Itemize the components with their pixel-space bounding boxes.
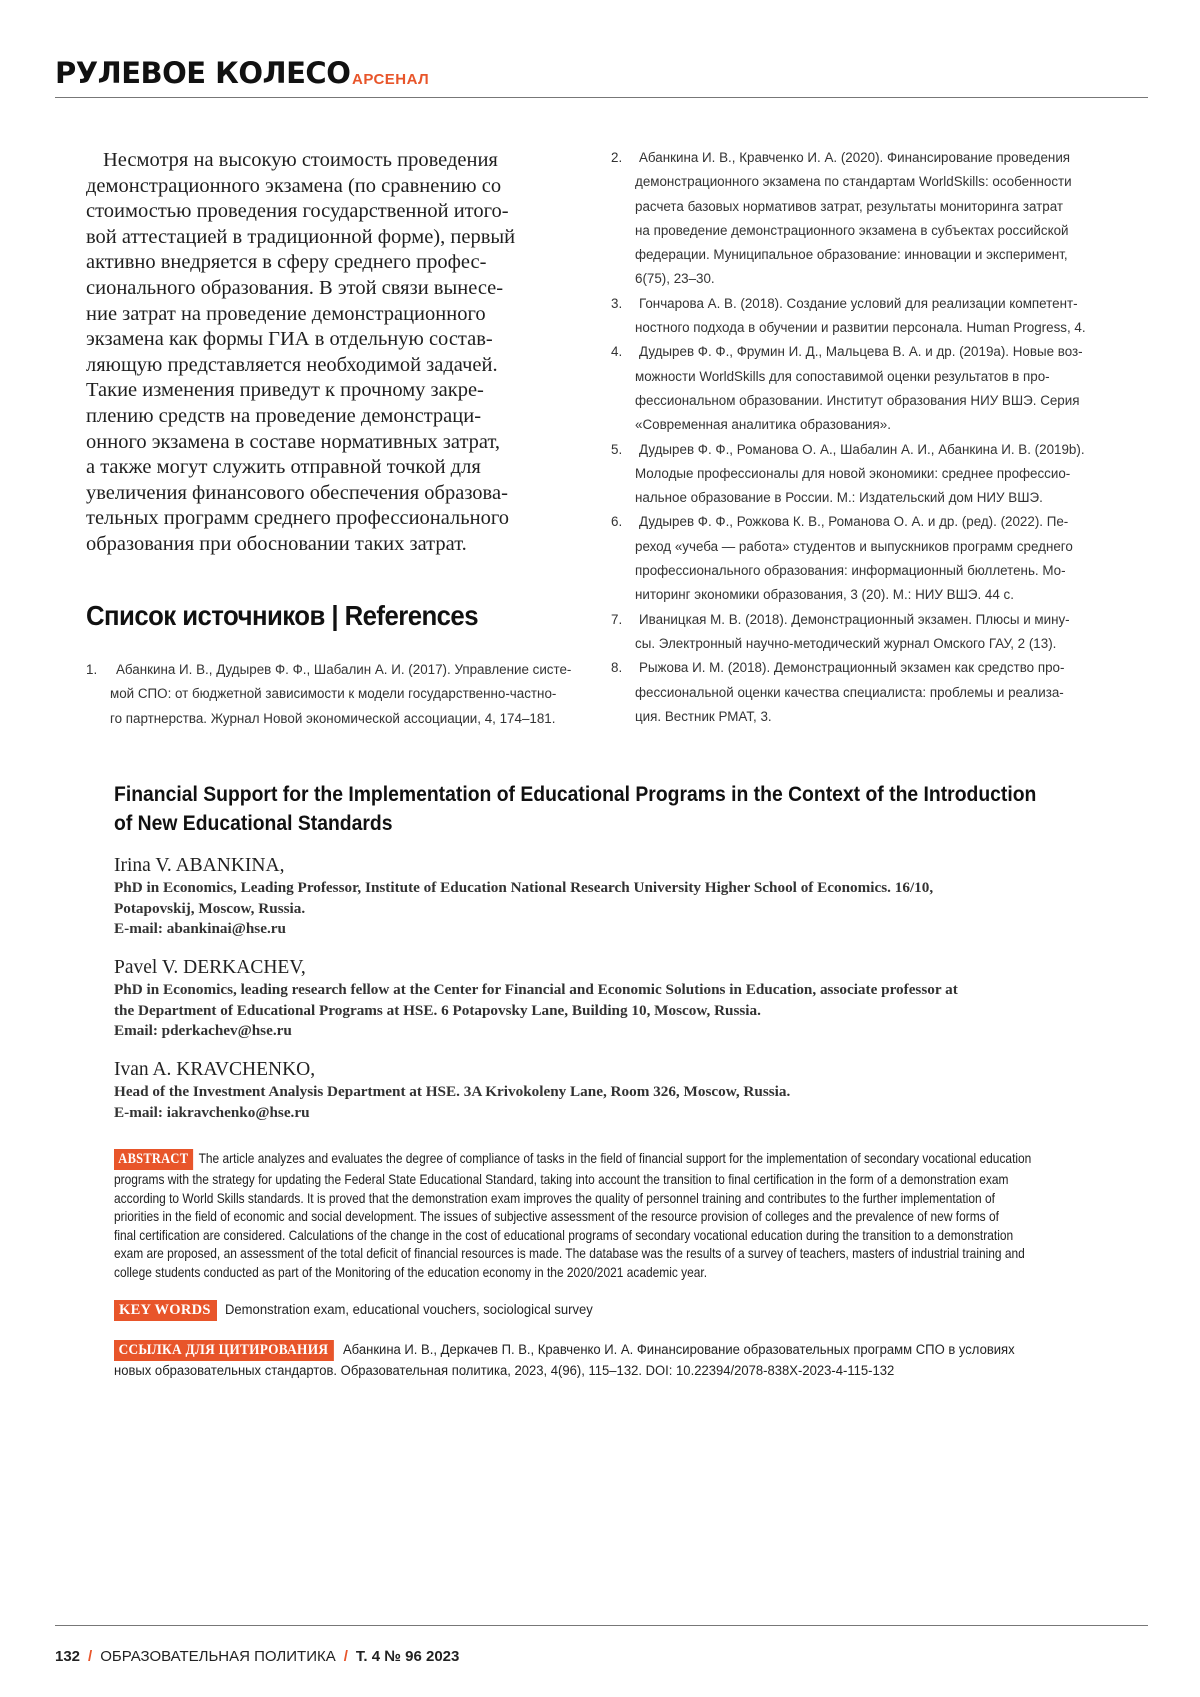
references-list-right (611, 146, 1131, 729)
reference-line: ция. Вестник РМАТ, 3. (611, 705, 1131, 729)
reference-item (611, 608, 1131, 657)
author-email: E-mail: abankinai@hse.ru (114, 919, 1154, 940)
footer-separator: / (88, 1648, 92, 1665)
abstract-line: final certification are considered. Calculations of the change in the cost of educational programs of secondary vocational education during the transition to a demonstration (114, 1226, 1017, 1245)
reference-line: го партнерства. Журнал Новой экономической ассоциации, 4, 174–181. (86, 707, 586, 731)
abstract-line: exam are proposed, an assessment of the total deficit of financial resources is made. The database was the results of a survey of teachers, masters of industrial training and (114, 1244, 1017, 1263)
reference-line: профессионального образования: информационный бюллетень. Мо- (611, 559, 1131, 583)
reference-line: ниторинг экономики образования, 3 (20). М.: НИУ ВШЭ. 44 с. (611, 583, 1131, 607)
reference-line: Абанкина И. В., Дудырев Ф. Ф., Шабалин А. И. (2017). Управление систе- (86, 658, 586, 682)
reference-line: Дудырев Ф. Ф., Рожкова К. В., Романова О. А. и др. (ред). (2022). Пе- (611, 510, 1131, 534)
reference-line: Абанкина И. В., Кравченко И. А. (2020). Финансирование проведения (611, 146, 1131, 170)
author-info-line: Head of the Investment Analysis Department at HSE. 3A Krivokoleny Lane, Room 326, Moscow, Russia. (114, 1082, 1154, 1103)
reference-line: можности WorldSkills для сопоставимой оценки результатов в про- (611, 365, 1131, 389)
reference-line: на проведение демонстрационного экзамена в субъектах российской (611, 219, 1131, 243)
keywords-text: Demonstration exam, educational vouchers, sociological survey (225, 1302, 593, 1318)
reference-number: 1. (86, 658, 97, 682)
reference-line: демонстрационного экзамена по стандартам WorldSkills: особенности (611, 170, 1131, 194)
author-email: E-mail: iakravchenko@hse.ru (114, 1103, 1154, 1124)
keywords-block (114, 1300, 625, 1321)
citation-block (114, 1340, 1164, 1381)
reference-item (611, 510, 1131, 607)
reference-line: реход «учеба — работа» студентов и выпускников программ среднего (611, 535, 1131, 559)
reference-number: 7. (611, 608, 622, 632)
footer-journal: ОБРАЗОВАТЕЛЬНАЯ ПОЛИТИКА (100, 1648, 336, 1665)
abstract-line: programs with the strategy for updating the Federal State Educational Standard, taking into account the transition to final certification in the form of a demonstration exam (114, 1170, 1017, 1189)
body-paragraph (86, 148, 598, 558)
footer-volume: Т. 4 № 96 2023 (356, 1648, 459, 1665)
reference-line: Молодые профессионалы для новой экономики: среднее профессио- (611, 462, 1131, 486)
journal-title: РУЛЕВОЕ КОЛЕСО (55, 56, 350, 90)
author-info-line: the Department of Educational Programs at HSE. 6 Potapovsky Lane, Building 10, Moscow, Russia. (114, 1001, 1154, 1022)
paragraph-line: Такие изменения приведут к прочному закре- (86, 378, 598, 404)
reference-number: 2. (611, 146, 622, 170)
paragraph-line: а также могут служить отправной точкой для (86, 455, 598, 481)
author-info (114, 1082, 1154, 1123)
english-title-line: Financial Support for the Implementation of Educational Programs in the Context of the Introduction (114, 780, 1014, 809)
footer-divider (55, 1625, 1148, 1626)
header-divider (55, 97, 1148, 98)
paragraph-line: образования при обосновании таких затрат. (86, 532, 598, 558)
reference-line: фессиональной оценки качества специалиста: проблемы и реализа- (611, 681, 1131, 705)
reference-line: Дудырев Ф. Ф., Романова О. А., Шабалин А. И., Абанкина И. В. (2019b). (611, 438, 1131, 462)
paragraph-line: онного экзамена в составе нормативных затрат, (86, 430, 598, 456)
abstract-line: college students conducted as part of the Monitoring of the education economy in the 2020/2021 academic year. (114, 1263, 1017, 1282)
paragraph-line: увеличения финансового обеспечения образова- (86, 481, 598, 507)
paragraph-line: ляющую представляется необходимой задачей. (86, 353, 598, 379)
reference-line: мой СПО: от бюджетной зависимости к модели государственно-частно- (86, 682, 586, 706)
reference-line: Гончарова А. В. (2018). Создание условий для реализации компетент- (611, 292, 1131, 316)
paragraph-line: вой аттестацией в традиционной форме), первый (86, 225, 598, 251)
reference-item (611, 340, 1131, 437)
reference-item (611, 438, 1131, 511)
references-list-left (86, 658, 586, 731)
abstract-block (114, 1149, 1164, 1282)
author-email: Email: pderkachev@hse.ru (114, 1021, 1154, 1042)
abstract-line (114, 1149, 1017, 1170)
paragraph-line: сионального образования. В этой связи вынесе- (86, 276, 598, 302)
reference-line: Иваницкая М. В. (2018). Демонстрационный экзамен. Плюсы и мину- (611, 608, 1131, 632)
paragraph-line: Несмотря на высокую стоимость проведения (86, 148, 598, 174)
keywords-label: KEY WORDS (114, 1300, 217, 1321)
reference-line: «Современная аналитика образования». (611, 413, 1131, 437)
reference-number: 6. (611, 510, 622, 534)
citation-line (114, 1340, 1080, 1361)
citation-text: Абанкина И. В., Деркачев П. В., Кравченко И. А. Финансирование образовательных программ СПО в условиях (343, 1342, 1015, 1358)
reference-line: Дудырев Ф. Ф., Фрумин И. Д., Мальцева В. А. и др. (2019a). Новые воз- (611, 340, 1131, 364)
reference-number: 5. (611, 438, 622, 462)
reference-line: ностного подхода в обучении и развитии персонала. Human Progress, 4. (611, 316, 1131, 340)
paragraph-line: ние затрат на проведение демонстрационного (86, 302, 598, 328)
paragraph-line: тельных программ среднего профессионального (86, 506, 598, 532)
page-number: 132 (55, 1648, 80, 1665)
author-info-line: Potapovskij, Moscow, Russia. (114, 899, 1154, 920)
english-title (114, 780, 1014, 838)
section-label: АРСЕНАЛ (352, 71, 429, 88)
citation-label: ССЫЛКА ДЛЯ ЦИТИРОВАНИЯ (114, 1340, 334, 1361)
abstract-label: ABSTRACT (114, 1149, 193, 1170)
references-heading: Список источников | References (86, 600, 478, 632)
reference-item (611, 292, 1131, 341)
footer-separator: / (344, 1648, 348, 1665)
paragraph-line: стоимостью проведения государственной итого- (86, 199, 598, 225)
author-name: Pavel V. DERKACHEV, (114, 957, 306, 979)
reference-number: 4. (611, 340, 622, 364)
author-info (114, 878, 1154, 940)
reference-item (611, 146, 1131, 292)
reference-number: 8. (611, 656, 622, 680)
author-info (114, 980, 1154, 1042)
paragraph-line: активно внедряется в сферу среднего профес- (86, 250, 598, 276)
english-title-line: of New Educational Standards (114, 809, 1014, 838)
reference-line: нальное образование в России. М.: Издательский дом НИУ ВШЭ. (611, 486, 1131, 510)
reference-number: 3. (611, 292, 622, 316)
author-name: Ivan A. KRAVCHENKO, (114, 1059, 315, 1081)
abstract-line: priorities in the field of economic and social development. The issues of subjective assessment of the resource provision of colleges and the prevalence of new forms of (114, 1207, 1017, 1226)
paragraph-line: экзамена как формы ГИА в отдельную состав- (86, 327, 598, 353)
paragraph-line: демонстрационного экзамена (по сравнению со (86, 174, 598, 200)
reference-item (86, 658, 586, 731)
footer (55, 1648, 459, 1665)
author-name: Irina V. ABANKINA, (114, 855, 284, 877)
reference-line: федерации. Муниципальное образование: инновации и эксперимент, (611, 243, 1131, 267)
reference-line: Рыжова И. М. (2018). Демонстрационный экзамен как средство про- (611, 656, 1131, 680)
author-info-line: PhD in Economics, leading research fellow at the Center for Financial and Economic Solutions in Education, associate professor at (114, 980, 1154, 1001)
reference-line: фессиональном образовании. Институт образования НИУ ВШЭ. Серия (611, 389, 1131, 413)
paragraph-line: плению средств на проведение демонстраци- (86, 404, 598, 430)
reference-line: сы. Электронный научно-методический журнал Омского ГАУ, 2 (13). (611, 632, 1131, 656)
abstract-text: The article analyzes and evaluates the degree of compliance of tasks in the field of financial support for the implementation of secondary vocational education (199, 1150, 1032, 1166)
citation-line: новых образовательных стандартов. Образовательная политика, 2023, 4(96), 115–132. DOI: 10.22394/2078-838X-2023-4-115-132 (114, 1361, 1080, 1381)
author-info-line: PhD in Economics, Leading Professor, Institute of Education National Research University Higher School of Economics. 16/10, (114, 878, 1154, 899)
reference-item (611, 656, 1131, 729)
reference-line: 6(75), 23–30. (611, 267, 1131, 291)
reference-line: расчета базовых нормативов затрат, результаты мониторинга затрат (611, 195, 1131, 219)
abstract-line: according to World Skills standards. It is proved that the demonstration exam improves the quality of personnel training and contributes to the further implementation of (114, 1189, 1017, 1208)
